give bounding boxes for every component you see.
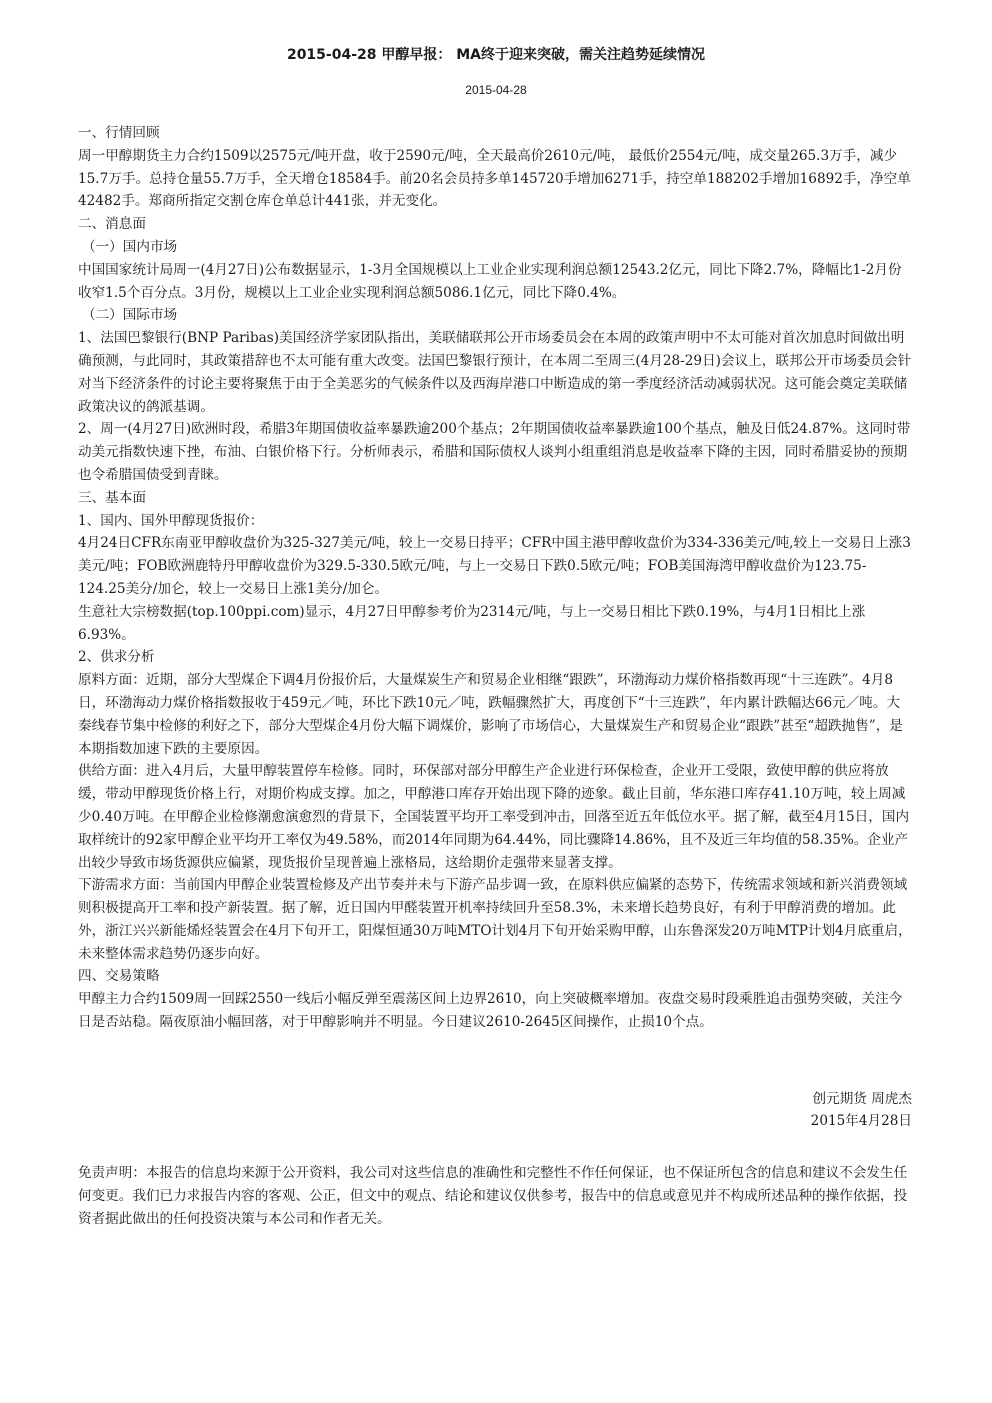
signature-author: 创元期货 周虎杰: [812, 1091, 912, 1107]
paragraph-trading-strategy: 甲醇主力合约1509周一回踩2550一线后小幅反弹至震荡区间上边界2610，向上突破概率增加。夜盘交易时段乘胜追击强势突破，关注今日是否站稳。隔夜原油小幅回落，对于甲醇影响并不明显。今日建议2610-2645区间操作，止损10个点。: [78, 991, 903, 1031]
subheading-domestic-market: （一）国内市场: [82, 238, 178, 255]
report-body: [78, 122, 912, 1034]
subheading-international-market: （二）国际市场: [82, 307, 178, 324]
paragraph-bnp-paribas: 1、法国巴黎银行(BNP Paribas)美国经济学家团队指出，美联储联邦公开市场委员会在本周的政策声明中不太可能对首次加息时间做出明确预测，与此同时，其政策措辞也不太可能有重大改变。法国巴黎银行预计，在本周二至周三(4月28-29日)会议上，联邦公开市场委员会针对当下经济条件的讨论主要将聚焦于由于全美恶劣的气候条件以及西海岸港口中断造成的第一季度经济活动减弱状况。这可能会奠定美联储政策决议的鸽派基调。: [78, 330, 912, 415]
paragraph-spot-prices: 4月24日CFR东南亚甲醇收盘价为325-327美元/吨，较上一交易日持平；CFR中国主港甲醇收盘价为334-336美元/吨,较上一交易日上涨3美元/吨；FOB欧洲鹿特丹甲醇收盘价为329.5-330.5欧元/吨，与上一交易日下跌0.5欧元/吨；FOB美国海湾甲醇收盘价为123.75-124.25美分/加仑，较上一交易日上涨1美分/加仑。: [78, 535, 911, 597]
signature-block: [811, 1088, 912, 1132]
paragraph-market-review: 周一甲醇期货主力合约1509以2575元/吨开盘，收于2590元/吨，全天最高价2610元/吨， 最低价2554元/吨，成交量265.3万手，减少15.7万手。总持仓量55.7万手，全天增仓18584手。前20名会员持多单145720手增加6271手，持空单188202手增加16892手，净空单42482手。郑商所指定交割仓库仓单总计441张，并无变化。: [78, 147, 911, 210]
paragraph-raw-materials: 原料方面：近期，部分大型煤企下调4月份报价后，大量煤炭生产和贸易企业相继“跟跌”，环渤海动力煤价格指数再现“十三连跌”。4月8日，环渤海动力煤价格指数报收于459元／吨，环比下跌10元／吨，跌幅骤然扩大，再度创下“十三连跌”，年内累计跌幅达66元／吨。大秦线春节集中检修的利好之下，部分大型煤企4月份大幅下调煤价，影响了市场信心，大量煤炭生产和贸易企业“跟跌”甚至“超跌抛售”，是本期指数加速下跌的主要原因。: [78, 672, 903, 757]
disclaimer: 免责声明：本报告的信息均来源于公开资料，我公司对这些信息的准确性和完整性不作任何保证，也不保证所包含的信息和建议不会发生任何变更。我们已力求报告内容的客观、公正，但文中的观点、结论和建议仅供参考，报告中的信息或意见并不构成所述品种的操作依据，投资者据此做出的任何投资决策与本公司和作者无关。: [78, 1165, 908, 1227]
section-heading-trading-strategy: 四、交易策略: [78, 968, 160, 985]
paragraph-100ppi-data: 生意社大宗榜数据(top.100ppi.com)显示，4月27日甲醇参考价为2314元/吨，与上一交易日相比下跌0.19%，与4月1日相比上涨6.93%。: [78, 603, 866, 643]
signature-date: 2015年4月28日: [810, 1113, 912, 1129]
section-heading-news: 二、消息面: [78, 216, 146, 233]
paragraph-supply: 供给方面：进入4月后，大量甲醇装置停车检修。同时，环保部对部分甲醇生产企业进行环保检查，企业开工受限，致使甲醇的供应将放缓，带动甲醇现货价格上行，对期价构成支撑。加之，甲醇港口库存开始出现下降的迹象。截止目前，华东港口库存41.10万吨，较上周减少0.40万吨。在甲醇企业检修潮愈演愈烈的背景下，全国装置平均开工率受到冲击，回落至近五年低位水平。据了解，截至4月15日，国内取样统计的92家甲醇企业平均开工率仅为49.58%，而2014年同期为64.44%，同比骤降14.86%，且不及近三年均值的58.35%。企业产出较少导致市场货源供应偏紧，现货报价呈现普遍上涨格局，这给期价走强带来显著支撑。: [78, 763, 910, 871]
report-title: 2015-04-28 甲醇早报： MA终于迎来突破，需关注趋势延续情况: [286, 47, 706, 63]
section-heading-fundamentals: 三、基本面: [78, 489, 146, 506]
paragraph-greek-bonds: 2、周一(4月27日)欧洲时段，希腊3年期国债收益率暴跌逾200个基点；2年期国债收益率暴跌逾100个基点，触及日低24.87%。这同时带动美元指数快速下挫，布油、白银价格下行。分析师表示，希腊和国际债权人谈判小组重组消息是收益率下降的主因，同时希腊妥协的预期也令希腊国债受到青睐。: [78, 421, 911, 483]
report-date: 2015-04-28: [465, 83, 527, 97]
subheading-supply-demand: 2、供求分析: [78, 649, 155, 666]
section-heading-market-review: 一、行情回顾: [78, 125, 160, 141]
paragraph-downstream-demand: 下游需求方面：当前国内甲醇企业装置检修及产出节奏并未与下游产品步调一致，在原料供应偏紧的态势下，传统需求领域和新兴消费领域则积极提高开工率和投产新装置。据了解，近日国内甲醛装置开机率持续回升至58.3%，未来增长趋势良好，有利于甲醇消费的增加。此外，浙江兴兴新能烯烃装置会在4月下旬开工，阳煤恒通30万吨MTO计划4月下旬开始采购甲醇，山东鲁深发20万吨MTP计划4月底重启，未来整体需求趋势仍逐步向好。: [78, 877, 912, 962]
subheading-spot-prices: 1、国内、国外甲醇现货报价：: [78, 512, 264, 529]
paragraph-domestic-market: 中国国家统计局周一(4月27日)公布数据显示，1-3月全国规模以上工业企业实现利润总额12543.2亿元，同比下降2.7%，降幅比1-2月份收窄1.5个百分点。3月份，规模以上工业企业实现利润总额5086.1亿元，同比下降0.4%。: [78, 261, 902, 301]
